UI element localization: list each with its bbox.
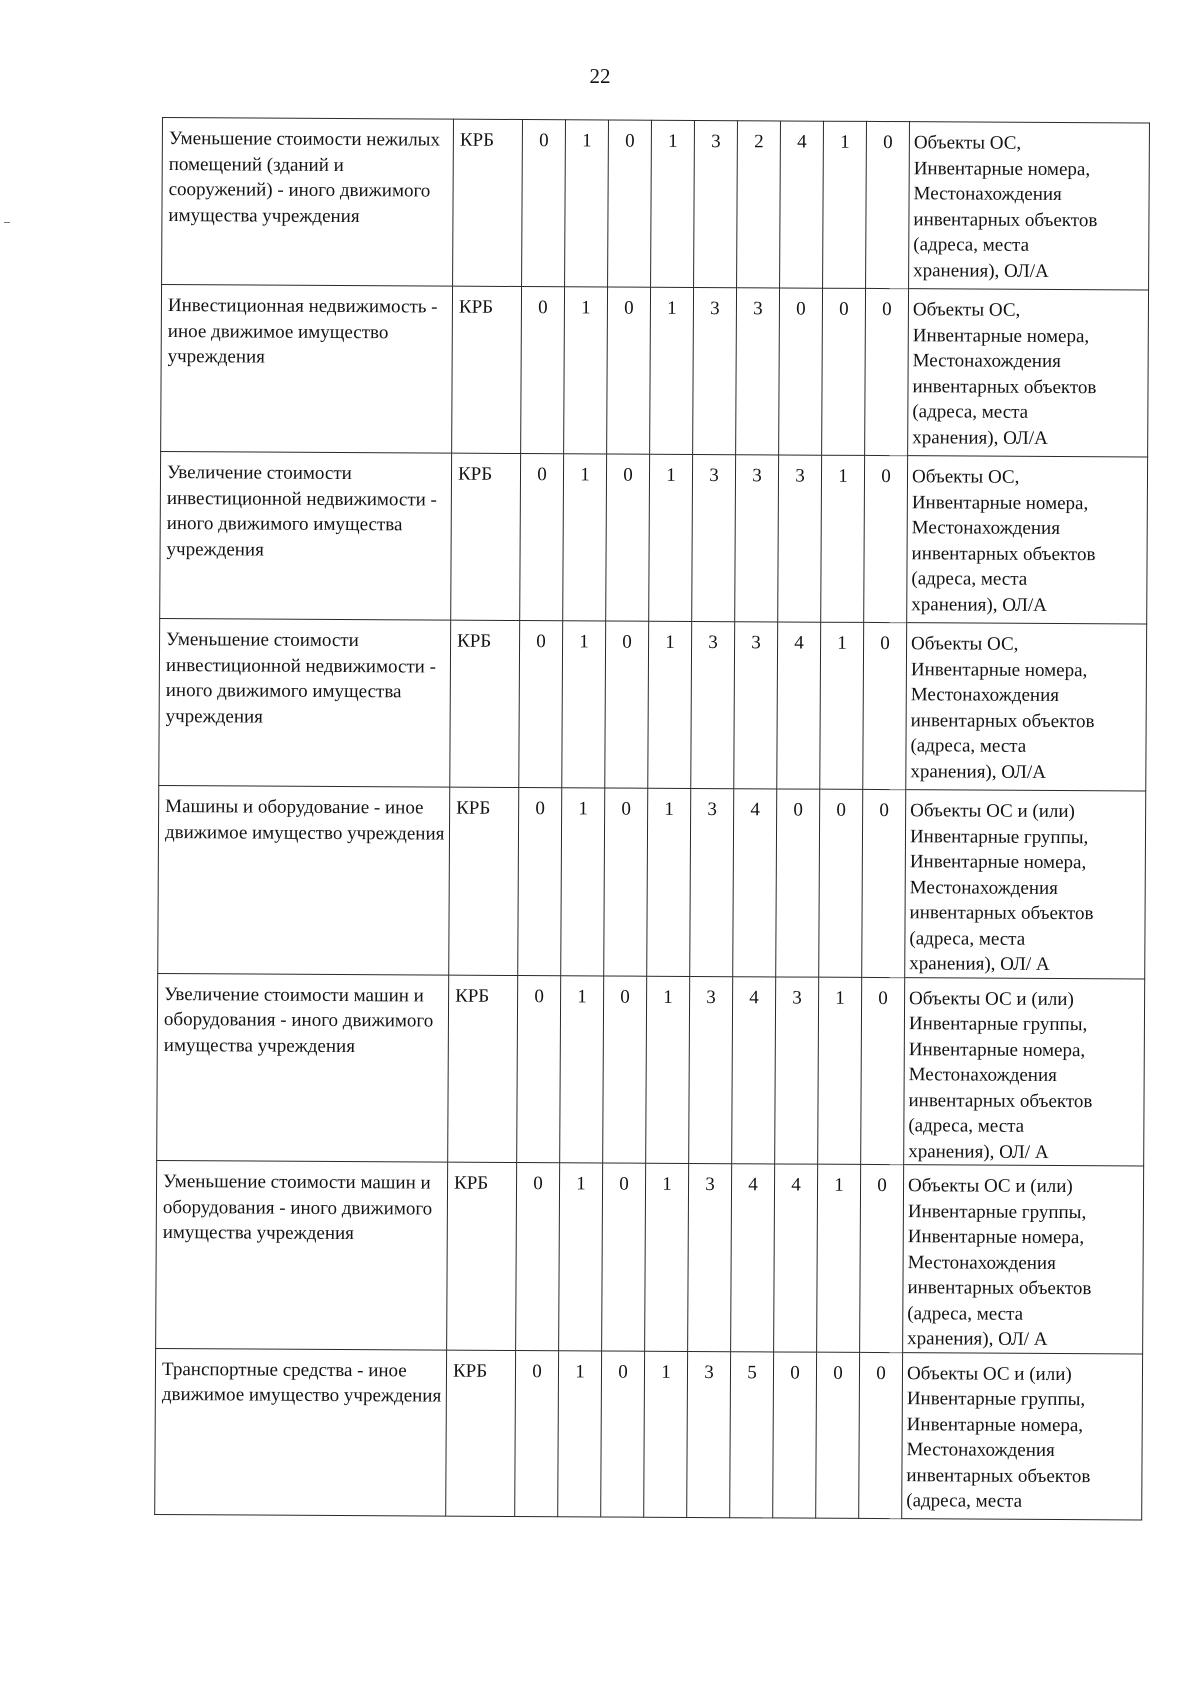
account-code-digit-cell: 2 — [737, 121, 781, 288]
account-code-digit-cell: 1 — [644, 1351, 688, 1517]
analytics-cell — [904, 977, 1145, 1166]
analytics-line: Инвентарные номера, — [906, 1413, 1084, 1436]
account-name-cell: Транспортные средства - иное движимое имущество учреждения — [155, 1348, 447, 1516]
account-code-digit-cell: 0 — [773, 1351, 817, 1517]
analytics-line: инвентарных объектов — [912, 375, 1097, 398]
analytics-cell — [905, 790, 1146, 979]
account-code-digit-cell: 1 — [823, 121, 867, 288]
account-code-digit-cell: 0 — [607, 287, 651, 454]
account-code-digit-cell: 1 — [559, 1163, 603, 1351]
account-code-digit-cell: 3 — [693, 287, 737, 454]
account-code-digit-cell: 4 — [731, 1164, 775, 1352]
analytics-line: Инвентарные номера, — [909, 851, 1087, 874]
analytics-line: Местонахождения — [907, 1251, 1056, 1274]
account-code-digit-cell: 0 — [603, 975, 647, 1163]
analytics-line: (адреса, места — [909, 927, 1026, 950]
analytics-line: (адреса, места — [912, 401, 1029, 423]
kfo-cell: КРБ — [448, 975, 518, 1163]
analytics-line: (адреса, места — [913, 234, 1030, 256]
account-code-digit-cell: 0 — [865, 288, 909, 455]
analytics-line: Инвентарные номера, — [913, 157, 1091, 180]
account-code-digit-cell: 0 — [519, 621, 563, 788]
account-code-digit-cell: 0 — [517, 975, 561, 1163]
account-code-digit-cell: 1 — [651, 120, 695, 287]
account-code-digit-cell: 0 — [822, 288, 866, 455]
account-code-digit-cell: 0 — [604, 788, 648, 976]
account-code-digit-cell: 0 — [819, 789, 863, 977]
account-code-digit-cell: 3 — [689, 976, 733, 1164]
account-code-digit-cell: 0 — [861, 977, 905, 1165]
account-code-digit-cell: 1 — [560, 975, 604, 1163]
analytics-line: хранения), ОЛ/А — [910, 760, 1047, 783]
account-code-digit-cell: 1 — [647, 788, 691, 976]
account-name-cell: Уменьшение стоимости машин и оборудования - иного движимого имущества учреждения — [156, 1160, 448, 1349]
kfo-cell: КРБ — [451, 453, 521, 620]
analytics-line: Объекты ОС и (или) — [909, 987, 1074, 1010]
account-code-digit-cell: 1 — [649, 454, 693, 621]
kfo-cell: КРБ — [446, 1350, 516, 1516]
account-code-digit-cell: 3 — [775, 976, 819, 1164]
table-row — [160, 451, 1148, 624]
account-code-digit-cell: 1 — [562, 621, 606, 788]
analytics-line: Местонахождения — [909, 876, 1059, 899]
analytics-line: хранения), ОЛ/А — [912, 426, 1048, 449]
account-code-digit-cell: 0 — [515, 1350, 559, 1516]
account-code-digit-cell: 0 — [862, 789, 906, 977]
analytics-line: Местонахождения — [908, 1064, 1057, 1087]
analytics-line: Инвентарные номера, — [912, 324, 1090, 347]
account-code-digit-cell: 3 — [688, 1163, 732, 1351]
account-code-digit-cell: 1 — [817, 1164, 861, 1352]
account-code-digit-cell: 0 — [859, 1352, 903, 1518]
table-row — [161, 285, 1149, 458]
account-code-digit-cell: 3 — [736, 288, 780, 455]
account-code-digit-cell: 0 — [863, 622, 907, 789]
analytics-line: Объекты ОС и (или) — [910, 800, 1075, 823]
analytics-line: инвентарных объектов — [909, 902, 1094, 925]
account-code-digit-cell: 3 — [734, 622, 778, 789]
account-code-digit-cell: 0 — [518, 788, 562, 976]
accounts-table-body — [155, 118, 1150, 1520]
account-code-digit-cell: 0 — [864, 455, 908, 622]
kfo-cell: КРБ — [453, 119, 523, 286]
kfo-cell: КРБ — [449, 787, 519, 975]
analytics-line: инвентарных объектов — [906, 1464, 1091, 1487]
account-code-digit-cell: 0 — [816, 1352, 860, 1518]
analytics-line: Местонахождения — [911, 517, 1061, 540]
analytics-line: Местонахождения — [912, 350, 1061, 373]
analytics-cell — [906, 623, 1147, 791]
account-code-digit-cell: 3 — [735, 455, 779, 622]
analytics-line: (адреса, места — [908, 1115, 1025, 1137]
analytics-line: Объекты ОС и (или) — [907, 1175, 1073, 1198]
analytics-cell — [902, 1352, 1143, 1519]
account-name-cell: Инвестиционная недвижимость - иное движимое имущество учреждения — [161, 285, 453, 454]
account-code-digit-cell: 0 — [602, 1163, 646, 1351]
account-code-digit-cell: 3 — [687, 1351, 731, 1517]
table-row — [158, 785, 1146, 978]
account-code-digit-cell: 0 — [776, 789, 820, 977]
account-name-cell: Увеличение стоимости инвестиционной недвижимости - иного движимого имущества учреждения — [160, 451, 452, 620]
analytics-line: Местонахождения — [910, 684, 1060, 707]
kfo-cell: КРБ — [452, 286, 522, 453]
account-name-cell: Уменьшение стоимости нежилых помещений (зданий и сооружений) - иного движимого имущества учреждения — [162, 118, 454, 287]
account-code-digit-cell: 1 — [561, 788, 605, 976]
account-code-digit-cell: 0 — [605, 621, 649, 788]
analytics-line: хранения), ОЛ/А — [911, 593, 1047, 616]
analytics-line: Инвентарные группы, — [906, 1388, 1086, 1411]
analytics-cell — [908, 289, 1149, 457]
analytics-line: (адреса, места — [910, 735, 1027, 757]
account-code-digit-cell: 3 — [692, 454, 736, 621]
account-code-digit-cell: 1 — [565, 120, 609, 287]
table-row — [159, 618, 1147, 791]
analytics-line: Местонахождения — [906, 1439, 1055, 1462]
account-code-digit-cell: 0 — [860, 1164, 904, 1352]
kfo-cell: КРБ — [450, 620, 520, 787]
account-code-digit-cell: 3 — [694, 120, 738, 287]
analytics-line: Объекты ОС, — [913, 132, 1022, 154]
account-code-digit-cell: 4 — [780, 121, 824, 288]
table-row — [162, 118, 1150, 291]
analytics-line: хранения), ОЛ/ А — [908, 1140, 1049, 1163]
analytics-line: Инвентарные номера, — [910, 658, 1088, 681]
account-code-digit-cell: 0 — [521, 287, 565, 454]
analytics-line: инвентарных объектов — [908, 1089, 1093, 1112]
account-code-digit-cell: 0 — [608, 120, 652, 287]
account-code-digit-cell: 1 — [558, 1350, 602, 1516]
account-code-digit-cell: 1 — [645, 1163, 689, 1351]
analytics-line: Инвентарные номера, — [908, 1038, 1086, 1061]
analytics-line: инвентарных объектов — [911, 542, 1096, 565]
analytics-line: хранения), ОЛ/А — [913, 259, 1049, 282]
account-code-digit-cell: 1 — [648, 621, 692, 788]
analytics-cell — [909, 122, 1150, 290]
kfo-cell: КРБ — [447, 1162, 517, 1350]
account-name-cell: Увеличение стоимости машин и оборудования - иного движимого имущества учреждения — [157, 973, 449, 1162]
analytics-line: (адреса, места — [911, 568, 1028, 590]
analytics-cell — [903, 1165, 1144, 1354]
scan-edge-mark — [4, 222, 10, 223]
analytics-line: (адреса, места — [906, 1490, 1023, 1512]
table-row — [157, 973, 1145, 1166]
analytics-line: инвентарных объектов — [913, 208, 1098, 231]
account-name-cell: Машины и оборудование - иное движимое имущество учреждения — [158, 785, 450, 974]
accounts-table-container — [154, 117, 1150, 1520]
analytics-line: (адреса, места — [907, 1302, 1024, 1325]
analytics-line: инвентарных объектов — [910, 709, 1095, 732]
account-code-digit-cell: 5 — [730, 1351, 774, 1517]
account-code-digit-cell: 4 — [732, 976, 776, 1164]
analytics-line: Инвентарные номера, — [907, 1226, 1085, 1249]
analytics-line: инвентарных объектов — [907, 1277, 1092, 1300]
table-row — [156, 1160, 1144, 1353]
analytics-line: Инвентарные группы, — [908, 1013, 1088, 1036]
analytics-line: Инвентарные группы, — [909, 825, 1089, 848]
analytics-line: хранения), ОЛ/ А — [907, 1328, 1048, 1350]
account-code-digit-cell: 1 — [821, 455, 865, 622]
account-code-digit-cell: 0 — [866, 121, 910, 288]
accounts-table — [154, 117, 1150, 1520]
analytics-line: хранения), ОЛ/ А — [909, 953, 1050, 975]
table-row — [155, 1348, 1143, 1520]
account-code-digit-cell: 0 — [520, 454, 564, 621]
analytics-cell — [907, 456, 1148, 624]
account-code-digit-cell: 1 — [646, 976, 690, 1164]
account-code-digit-cell: 3 — [690, 788, 734, 976]
account-code-digit-cell: 0 — [516, 1162, 560, 1350]
analytics-line: Объекты ОС, — [911, 466, 1020, 488]
account-code-digit-cell: 0 — [606, 454, 650, 621]
account-code-digit-cell: 3 — [691, 621, 735, 788]
analytics-line: Инвентарные группы, — [907, 1200, 1087, 1223]
account-code-digit-cell: 4 — [774, 1164, 818, 1352]
analytics-line: Объекты ОС и (или) — [906, 1362, 1072, 1385]
account-name-cell: Уменьшение стоимости инвестиционной недвижимости - иного движимого имущества учреждения — [159, 618, 451, 787]
account-code-digit-cell: 1 — [818, 977, 862, 1165]
account-code-digit-cell: 1 — [564, 287, 608, 454]
account-code-digit-cell: 1 — [563, 454, 607, 621]
account-code-digit-cell: 3 — [778, 455, 822, 622]
analytics-line: Объекты ОС, — [912, 299, 1021, 321]
account-code-digit-cell: 0 — [779, 288, 823, 455]
account-code-digit-cell: 1 — [820, 622, 864, 789]
analytics-line: Объекты ОС, — [911, 633, 1019, 655]
account-code-digit-cell: 0 — [601, 1350, 645, 1516]
page-number: 22 — [589, 64, 611, 88]
account-code-digit-cell: 1 — [650, 287, 694, 454]
analytics-line: Местонахождения — [913, 183, 1062, 206]
account-code-digit-cell: 4 — [777, 622, 821, 789]
account-code-digit-cell: 0 — [522, 120, 566, 287]
account-code-digit-cell: 4 — [733, 789, 777, 977]
analytics-line: Инвентарные номера, — [911, 491, 1089, 514]
